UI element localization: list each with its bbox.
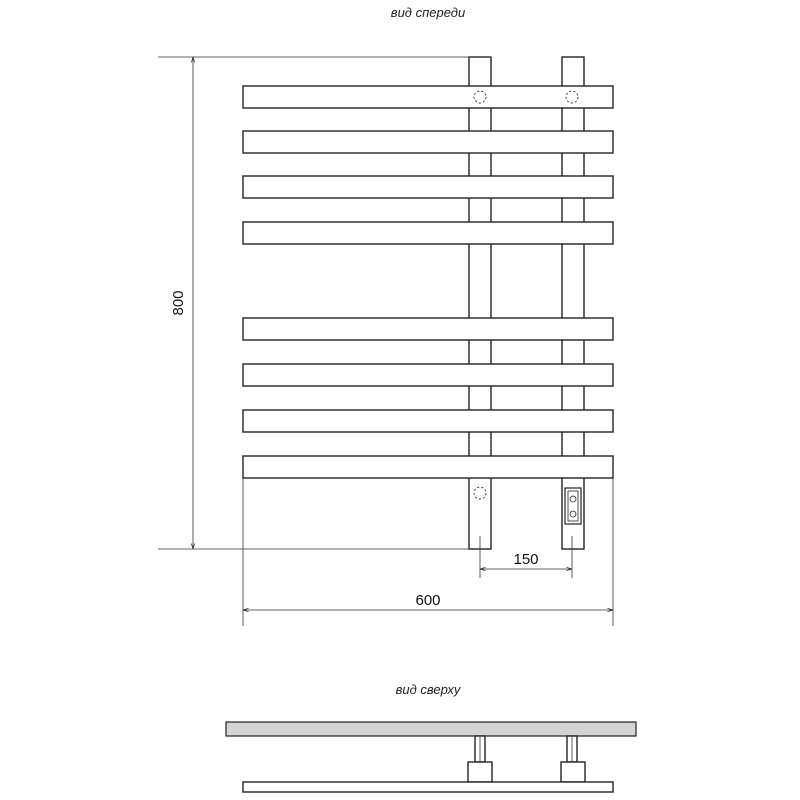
- center-distance-dimension: [480, 536, 572, 578]
- top-view-title: вид сверху: [395, 682, 461, 697]
- width-dimension-label: 600: [415, 592, 441, 609]
- front-view-title: вид спереди: [390, 5, 466, 20]
- horizontal-bar: [243, 410, 613, 432]
- width-dimension: [243, 478, 613, 626]
- top-view-base: [243, 782, 613, 792]
- horizontal-bar: [243, 131, 613, 153]
- horizontal-bar: [243, 176, 613, 198]
- horizontal-bar: [243, 364, 613, 386]
- center-distance-label: 150: [513, 551, 539, 568]
- horizontal-bar: [243, 86, 613, 108]
- top-view-bar: [226, 722, 636, 736]
- horizontal-bar: [243, 222, 613, 244]
- top-view-left-bracket: [468, 736, 492, 782]
- horizontal-bar: [243, 456, 613, 478]
- height-dimension-label: 800: [170, 290, 187, 316]
- switch-box: [565, 488, 581, 524]
- horizontal-bars: [243, 86, 613, 478]
- horizontal-bar: [243, 318, 613, 340]
- top-view-right-bracket: [561, 736, 585, 782]
